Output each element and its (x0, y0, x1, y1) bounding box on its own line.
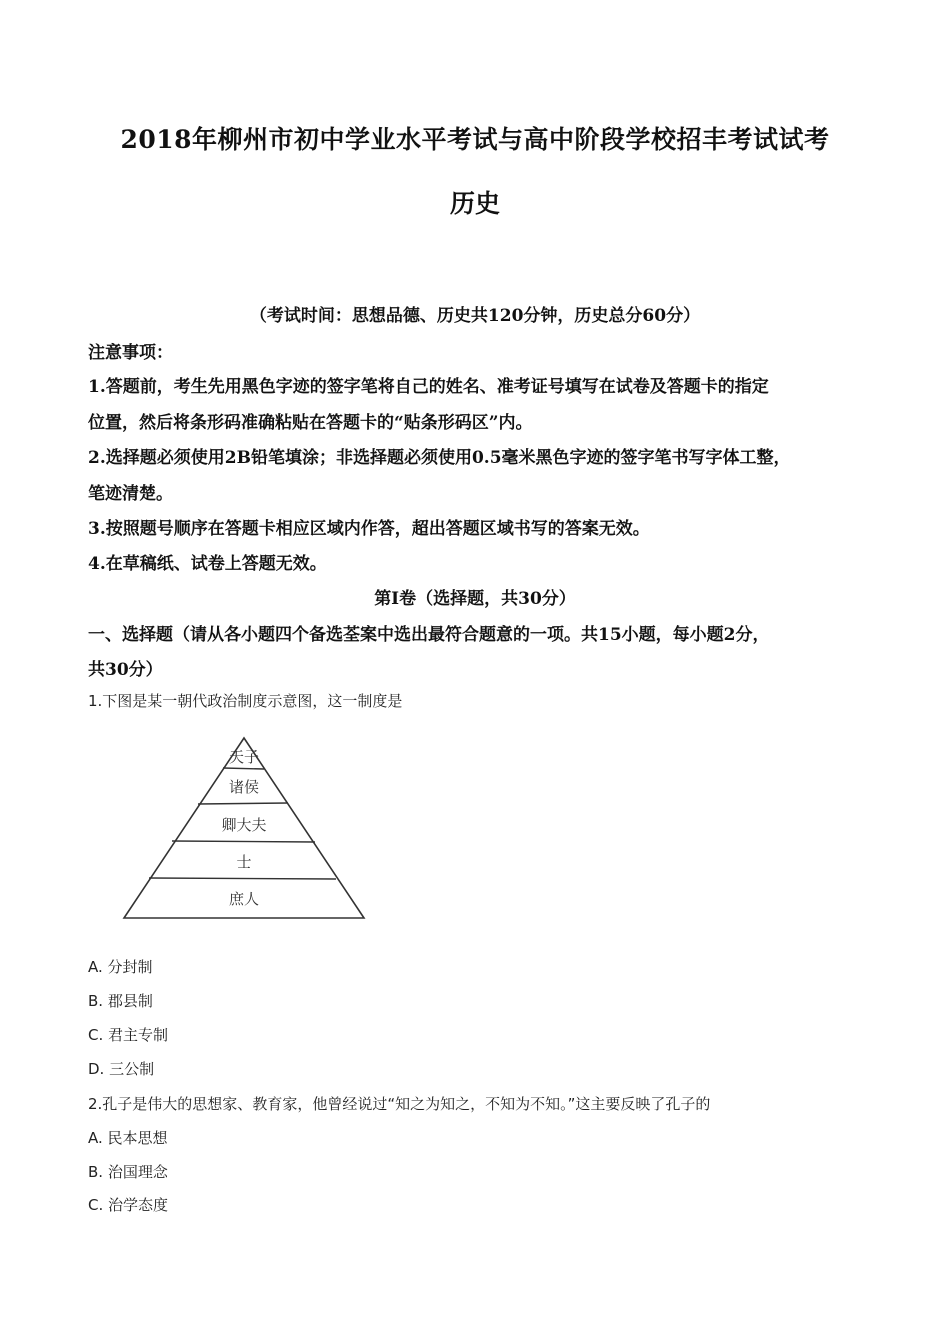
exam-title: 2018年柳州市初中学业水平考试与高中阶段学校招丰考试试考 (120, 125, 830, 154)
notice-line: 笔迹清楚。 (88, 484, 173, 504)
q2-option-b: B. 治国理念 (88, 1163, 168, 1181)
pyramid-level-zhuhou: 诸侯 (228, 778, 260, 796)
q2-option-c: C. 治学态度 (88, 1196, 169, 1214)
notice-heading: 注意事项： (88, 343, 173, 363)
section-title: 第Ⅰ卷（选择题，共30分） (374, 589, 576, 609)
notice-line: 位置，然后将条形码准确粘贴在答题卡的“贴条形码区”内。 (88, 413, 533, 433)
notice-line: 3.按照题号顺序在答题卡相应区域内作答，超出答题区域书写的答案无效。 (88, 519, 650, 539)
section-instruction: 共30分） (88, 660, 163, 680)
q1-option-b: B. 郡县制 (88, 992, 153, 1010)
section-instruction: 一、选择题（请从各小题四个备选荃案中选出最符合题意的一项。共15小题，每小题2分， (88, 625, 770, 645)
notice-line: 2.选择题必须使用2B铅笔填涂；非选择题必须使用0.5毫米黑色字迹的签字笔书写字体工整， (88, 448, 791, 468)
q1-option-a: A. 分封制 (88, 958, 153, 976)
pyramid-divider (198, 803, 288, 804)
q1-option-c: C. 君主专制 (88, 1026, 169, 1044)
q2-option-a: A. 民本思想 (88, 1129, 168, 1147)
subject-title: 历史 (449, 189, 500, 218)
q1-option-d: D. 三公制 (88, 1060, 155, 1078)
pyramid-level-shuren: 庶人 (228, 890, 260, 908)
pyramid-divider (172, 841, 315, 842)
pyramid-level-qingdafu: 卿大夫 (221, 816, 267, 834)
pyramid-level-tianzi: 天子 (228, 748, 260, 766)
notice-line: 4.在草稿纸、试卷上答题无效。 (88, 554, 327, 574)
notice-line: 1.答题前，考生先用黑色字迹的签字笔将自己的姓名、准考证号填写在试卷及答题卡的指定 (88, 377, 769, 397)
pyramid-level-shi: 士 (236, 853, 252, 871)
pyramid-divider (223, 768, 264, 769)
question-2-stem: 2.孔子是伟大的思想家、教育家，他曾经说过“知之为知之，不知为不知。”这主要反映了孔子的 (88, 1095, 711, 1113)
question-1-stem: 1.下图是某一朝代政治制度示意图，这一制度是 (88, 692, 403, 710)
pyramid-divider (149, 878, 336, 879)
exam-info: （考试时间：思想品德、历史共120分钟，历史总分60分） (249, 306, 701, 326)
pyramid-diagram (120, 732, 370, 924)
